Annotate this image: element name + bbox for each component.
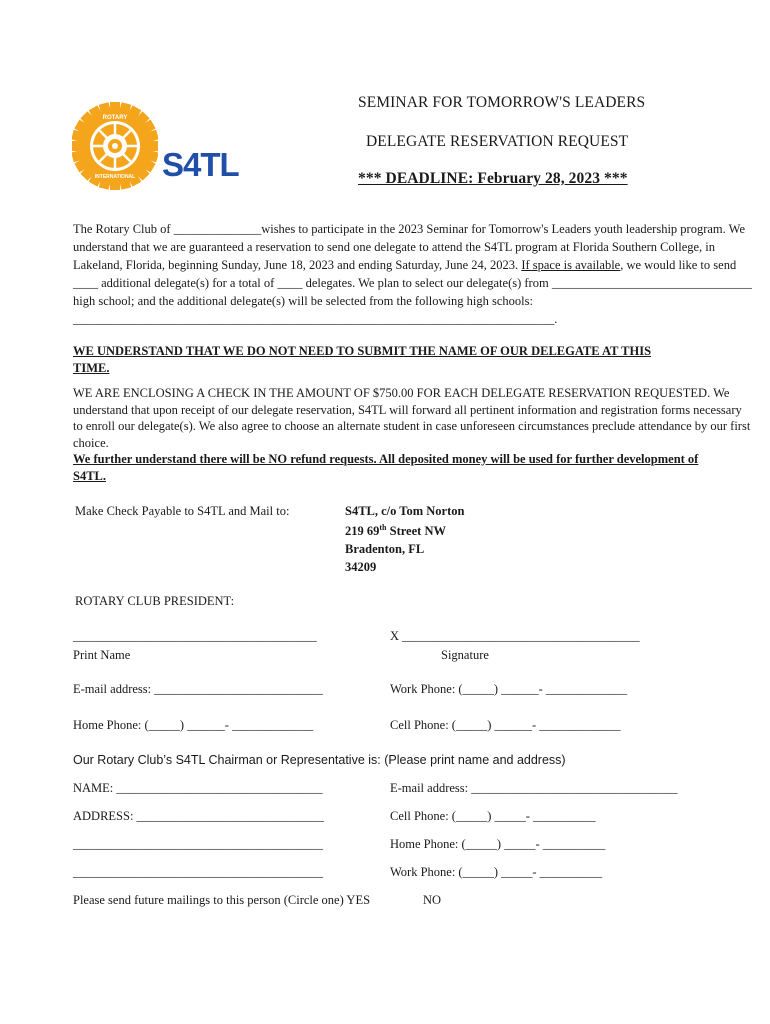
intro-text-3: , we would like to send ____ additional delegate(s) for a total of ____ delegates. We plan to select our delegate(s) from: [73, 258, 737, 290]
intro-text-5: .: [554, 312, 558, 326]
logo: [72, 96, 250, 196]
emblem-text-top: ROTARY: [102, 115, 128, 121]
header-subtitle: DELEGATE RESERVATION REQUEST: [366, 133, 629, 150]
club-name-blank[interactable]: ______________: [173, 222, 262, 236]
mail-address-line1: S4TL, c/o Tom Norton: [345, 504, 465, 518]
intro-text-2: wishes to participate in the 2023 Seminar for Tomorrow's Leaders youth leadership program. We understand that we are guaranteed a reservation to send one delegate to attend the S4TL program at Florida Southern College, in Lakeland, Florida, beginning Sunday, June 18, 2023 and ending Saturday, June 24, 2023.: [73, 222, 746, 272]
president-cell-phone-field[interactable]: Cell Phone: (_____) ______- _____________: [390, 718, 621, 732]
additional-schools-blank[interactable]: _____________________________________________________________________________: [73, 312, 555, 326]
notice: WE UNDERSTAND THAT WE DO NOT NEED TO SUBMIT THE NAME OF OUR DELEGATE AT THIS TIME.: [73, 344, 652, 375]
mail-label: Make Check Payable to S4TL and Mail to:: [75, 504, 290, 518]
chairman-work-phone-field[interactable]: Work Phone: (_____) _____- __________: [390, 865, 603, 879]
chairman-address-line3[interactable]: ________________________________________: [73, 865, 323, 879]
header-title: SEMINAR FOR TOMORROW'S LEADERS: [358, 94, 646, 111]
chairman-heading: Our Rotary Club’s S4TL Chairman or Representative is: (Please print name and address): [73, 753, 566, 767]
chairman-address-field[interactable]: ADDRESS: ______________________________: [73, 809, 325, 823]
chairman-cell-phone-field[interactable]: Cell Phone: (_____) _____- __________: [390, 809, 596, 823]
mail-address-line4: 34209: [345, 560, 377, 574]
chairman-home-phone-field[interactable]: Home Phone: (_____) _____- __________: [390, 837, 606, 851]
intro-paragraph: [73, 220, 753, 328]
president-heading: ROTARY CLUB PRESIDENT:: [75, 594, 235, 608]
future-mailings-no[interactable]: NO: [423, 893, 442, 907]
chairman-email-field[interactable]: E-mail address: _________________________________: [390, 781, 678, 795]
intro-text-available: If space is available: [521, 258, 621, 272]
president-signature-input[interactable]: X ______________________________________: [390, 629, 640, 643]
school-blank[interactable]: ________________________________: [551, 276, 752, 290]
president-work-phone-field[interactable]: Work Phone: (_____) ______- _____________: [390, 682, 628, 696]
chairman-name-field[interactable]: NAME: _________________________________: [73, 781, 323, 795]
deadline: *** DEADLINE: February 28, 2023 ***: [358, 170, 628, 187]
mail-address-line3: Bradenton, FL: [345, 542, 425, 556]
intro-text-4: high school; and the additional delegate(s) will be selected from the following high schools:: [73, 294, 533, 308]
future-mailings-yes[interactable]: Please send future mailings to this person (Circle one) YES: [73, 893, 371, 907]
refund-notice: We further understand there will be NO refund requests. All deposited money will be used for further development of S4TL.: [73, 452, 699, 483]
president-home-phone-field[interactable]: Home Phone: (_____) ______- _____________: [73, 718, 314, 732]
mail-address-line2: 219 69th Street NW: [345, 523, 446, 539]
chairman-address-line2[interactable]: ________________________________________: [73, 837, 323, 851]
president-print-name-input[interactable]: _______________________________________: [73, 629, 317, 643]
signature-label: Signature: [441, 648, 489, 662]
emblem-text-bottom: INTERNATIONAL: [94, 174, 136, 180]
president-email-field[interactable]: E-mail address: ___________________________: [73, 682, 323, 696]
rotary-emblem-icon: [72, 96, 158, 196]
print-name-label: Print Name: [73, 648, 131, 662]
intro-text-1: The Rotary Club of: [73, 222, 174, 236]
payment-paragraph: WE ARE ENCLOSING A CHECK IN THE AMOUNT OF $750.00 FOR EACH DELEGATE RESERVATION REQUESTED. We understand that upon receipt of our delegate reservation, S4TL will forward all pertinent information and registration forms necessary to enroll our delegate(s). We also agree to choose an alternate student in case unforeseen circumstances preclude attendance by our first choice.: [73, 386, 751, 450]
s4tl-brand: S4TL: [162, 146, 239, 183]
